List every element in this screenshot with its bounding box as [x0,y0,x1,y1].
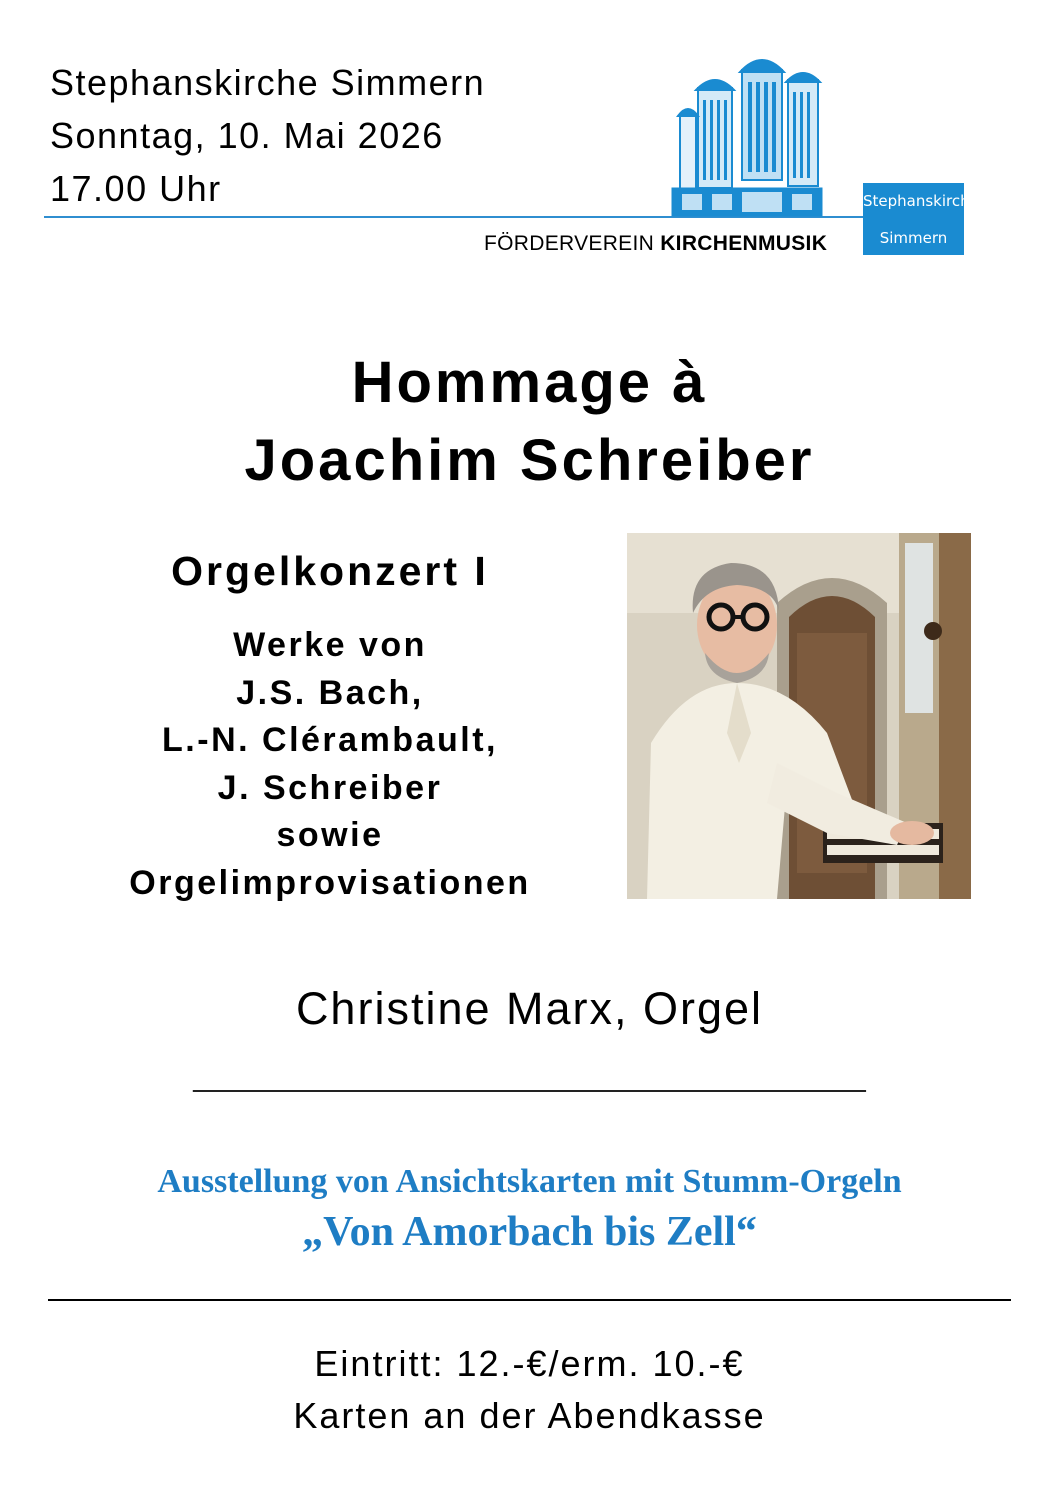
title-line-2: Joachim Schreiber [244,428,815,493]
works-line: J.S. Bach, [236,673,424,712]
footer-divider [48,1299,1011,1301]
admission-info [0,1338,1059,1442]
performer-photo [627,533,971,899]
logo-badge-line2: Simmern [879,229,948,247]
logo-subtitle-regular: FÖRDERVEREIN [484,232,655,255]
works-line: Orgelimprovisationen [129,863,531,902]
event-date: Sonntag, 10. Mai 2026 [50,115,444,156]
exhibition-subtitle: „Von Amorbach bis Zell“ [302,1209,757,1255]
exhibition-title: Ausstellung von Ansichtskarten mit Stumm-Orgeln [157,1163,902,1200]
church-name: Stephanskirche Simmern [50,62,486,103]
works-line: Werke von [233,626,427,664]
event-time: 17.00 Uhr [50,168,222,209]
works-list [0,622,660,907]
separator-line: _______________________________________ [193,1058,866,1093]
event-info [50,56,485,215]
logo-subtitle-bold: KIRCHENMUSIK [660,232,828,255]
works-line: L.-N. Clérambault, [162,721,498,759]
organ-logo-icon [668,42,828,218]
works-line: J. Schreiber [217,768,443,807]
concert-heading: Orgelkonzert I [171,548,489,594]
admission-price: Eintritt: 12.-€/erm. 10.-€ [314,1343,745,1384]
logo-badge [863,183,979,255]
logo-subtitle [484,232,827,256]
page-title [0,344,1059,500]
works-line: sowie [276,816,384,854]
logo-badge-line1: Stephanskirche [863,192,979,210]
admission-tickets: Karten an der Abendkasse [293,1395,766,1436]
performer-line: Christine Marx, Orgel [295,983,764,1034]
title-line-1: Hommage à [351,350,708,415]
